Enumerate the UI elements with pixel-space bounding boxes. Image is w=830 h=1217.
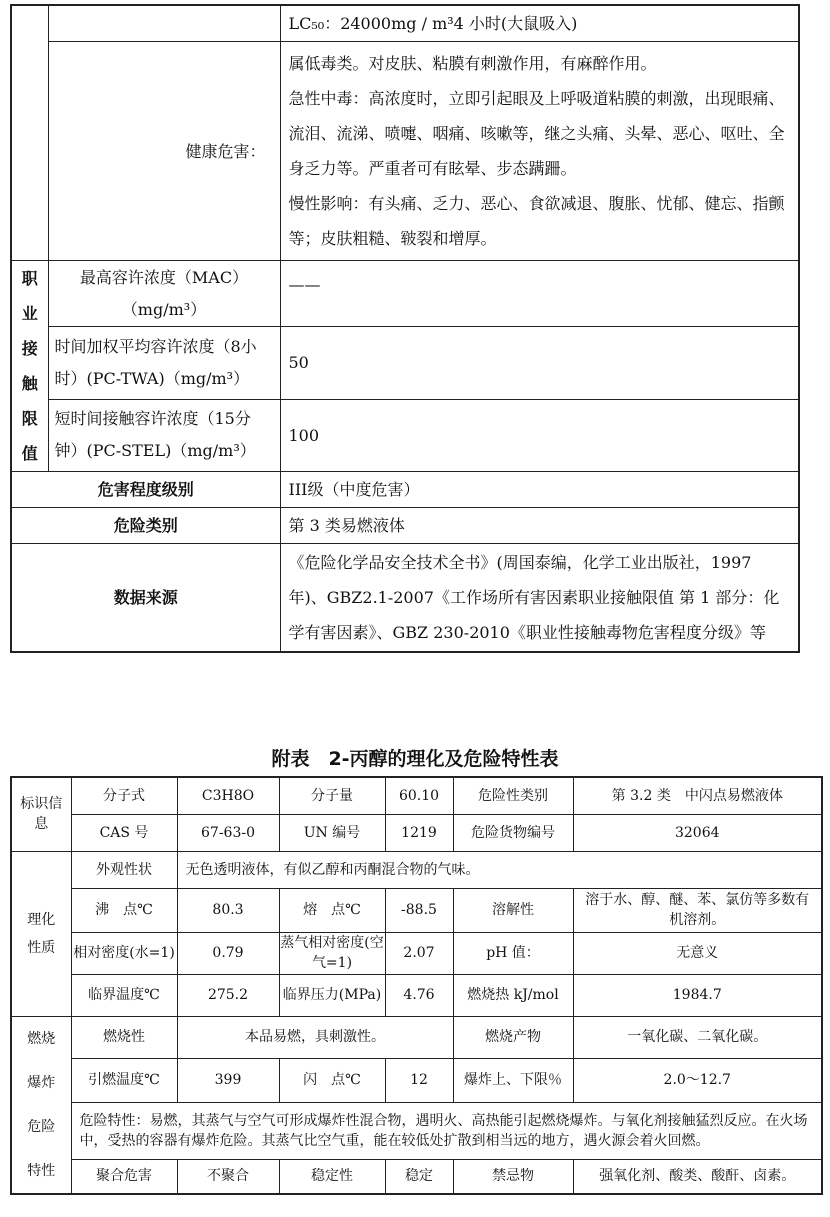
group-char: 触: [21, 374, 38, 393]
cas-label: CAS 号: [71, 814, 177, 851]
explosive-limits-value: 2.0～12.7: [573, 1058, 822, 1102]
molecular-weight-value: 60.10: [385, 777, 453, 814]
molecular-weight-label: 分子量: [279, 777, 385, 814]
hazard-class-label: 危险类别: [11, 508, 280, 544]
health-paragraph: 急性中毒：高浓度时，立即引起眼及上呼吸道粘膜的刺激，出现眼痛、流泪、流涕、喷嚏、咽痛、咳嗽等，继之头痛、头晕、恶心、呕吐、全身乏力等。严重者可有眩晕、步态蹒跚。: [288, 89, 785, 178]
hazard-class-label: 危险性类别: [453, 777, 573, 814]
stability-value: 稳定: [385, 1160, 453, 1194]
combustion-heat-label: 燃烧热 kJ/mol: [453, 974, 573, 1016]
polymerization-label: 聚合危害: [71, 1160, 177, 1194]
formula-label: 分子式: [71, 777, 177, 814]
explosive-limits-label: 爆炸上、下限％: [453, 1058, 573, 1102]
cas-value: 67-63-0: [177, 814, 279, 851]
melting-point-label: 熔 点℃: [279, 888, 385, 932]
hazard-level-value: III级（中度危害）: [280, 472, 799, 508]
flash-point-label: 闪 点℃: [279, 1058, 385, 1102]
critical-temp-label: 临界温度℃: [71, 974, 177, 1016]
critical-temp-value: 275.2: [177, 974, 279, 1016]
lc50-value: LC₅₀：24000mg / m³4 小时(大鼠吸入): [280, 5, 799, 42]
flammability-value: 本品易燃，具刺激性。: [177, 1016, 453, 1058]
toxicity-table: [10, 4, 800, 653]
boiling-point-label: 沸 点℃: [71, 888, 177, 932]
table-caption: 附表 2-丙醇的理化及危险特性表: [271, 748, 559, 770]
vapor-density-value: 2.07: [385, 932, 453, 974]
density-label: 相对密度(水=1): [71, 932, 177, 974]
flammability-label: 燃烧性: [71, 1016, 177, 1058]
ignition-temp-label: 引燃温度℃: [71, 1058, 177, 1102]
group-char: 职: [21, 269, 38, 288]
boiling-point-value: 80.3: [177, 888, 279, 932]
un-label: UN 编号: [279, 814, 385, 851]
fire-explosion-group-label: 燃烧爆炸危险特性: [11, 1016, 71, 1194]
solubility-value: 溶于水、醇、醚、苯、氯仿等多数有机溶剂。: [573, 888, 822, 932]
data-source-value: 《危险化学品安全技术全书》(周国泰编，化学工业出版社，1997 年)、GBZ2.1-2007《工作场所有害因素职业接触限值 第 1 部分：化学有害因素》、GBZ 230-2010《职业性接触毒物危害程度分级》等: [280, 544, 799, 653]
stel-label: 短时间接触容许浓度（15分钟）(PC-STEL)（mg/m³）: [48, 399, 280, 471]
blank-cell: [11, 5, 48, 261]
solubility-label: 溶解性: [453, 888, 573, 932]
twa-label: 时间加权平均容许浓度（8小时）(PC-TWA)（mg/m³）: [48, 327, 280, 399]
dg-number-value: 32064: [573, 814, 822, 851]
health-paragraph: 属低毒类。对皮肤、粘膜有刺激作用，有麻醉作用。: [288, 54, 657, 73]
combustion-heat-value: 1984.7: [573, 974, 822, 1016]
density-value: 0.79: [177, 932, 279, 974]
stel-value: 100: [280, 399, 799, 471]
ph-value: 无意义: [573, 932, 822, 974]
health-hazard-label: 健康危害：: [48, 42, 280, 261]
blank-cell: [48, 5, 280, 42]
physchem-group-label: 理化性质: [11, 851, 71, 1016]
data-source-label: 数据来源: [11, 544, 280, 653]
ph-label: pH 值：: [453, 932, 573, 974]
group-char: 接: [21, 339, 38, 358]
dg-number-label: 危险货物编号: [453, 814, 573, 851]
formula-value: C3H8O: [177, 777, 279, 814]
vapor-density-label: 蒸气相对密度(空气=1): [279, 932, 385, 974]
mac-value: ——: [280, 261, 799, 327]
stability-label: 稳定性: [279, 1160, 385, 1194]
melting-point-value: -88.5: [385, 888, 453, 932]
combustion-products-value: 一氧化碳、二氧化碳。: [573, 1016, 822, 1058]
ignition-temp-value: 399: [177, 1058, 279, 1102]
appearance-value: 无色透明液体，有似乙醇和丙酮混合物的气味。: [177, 851, 822, 888]
twa-value: 50: [280, 327, 799, 399]
hazard-level-label: 危害程度级别: [11, 472, 280, 508]
group-char: 值: [21, 444, 38, 463]
incompatibles-label: 禁忌物: [453, 1160, 573, 1194]
group-char: 业: [21, 304, 38, 323]
combustion-products-label: 燃烧产物: [453, 1016, 573, 1058]
health-paragraph: 慢性影响：有头痛、乏力、恶心、食欲减退、腹胀、忧郁、健忘、指颤等；皮肤粗糙、皲裂和增厚。: [288, 194, 785, 248]
hazard-class-value: 第 3.2 类 中闪点易燃液体: [573, 777, 822, 814]
critical-pressure-value: 4.76: [385, 974, 453, 1016]
group-char: 限: [21, 409, 38, 428]
occupational-limit-group-label: [11, 261, 48, 472]
hazard-class-value: 第 3 类易燃液体: [280, 508, 799, 544]
incompatibles-value: 强氧化剂、酸类、酸酐、卤素。: [573, 1160, 822, 1194]
health-hazard-text: [280, 42, 799, 261]
properties-table: [10, 776, 823, 1195]
identification-group-label: 标识信息: [11, 777, 71, 851]
polymerization-value: 不聚合: [177, 1160, 279, 1194]
mac-label: 最高容许浓度（MAC）（mg/m³）: [48, 261, 280, 327]
critical-pressure-label: 临界压力(MPa): [279, 974, 385, 1016]
un-value: 1219: [385, 814, 453, 851]
flash-point-value: 12: [385, 1058, 453, 1102]
appearance-label: 外观性状: [71, 851, 177, 888]
hazard-characteristics-text: 危险特性：易燃，其蒸气与空气可形成爆炸性混合物，遇明火、高热能引起燃烧爆炸。与氧化剂接触猛烈反应。在火场中，受热的容器有爆炸危险。其蒸气比空气重，能在较低处扩散到相当远的地方，遇火源会着火回燃。: [71, 1102, 822, 1160]
